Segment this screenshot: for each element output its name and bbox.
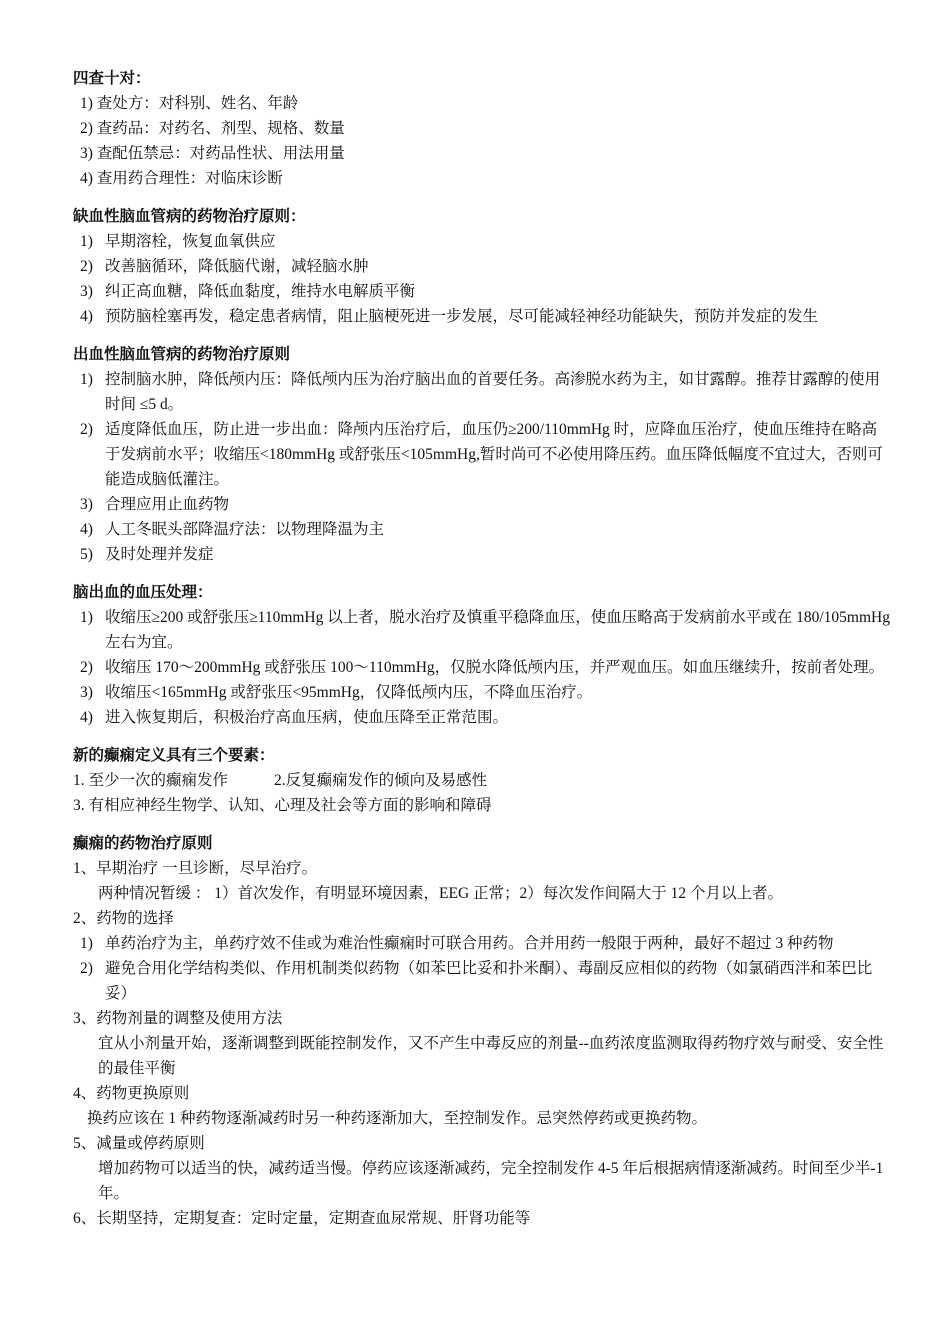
item-number: 2)	[80, 258, 93, 275]
item-number: 2)	[80, 659, 93, 676]
list-item	[73, 956, 890, 1006]
item-number: 3)	[80, 283, 93, 300]
item-number: 5)	[80, 546, 93, 563]
item-number: 3)	[80, 684, 93, 701]
list-item	[73, 517, 890, 542]
section-ischemic-principles	[73, 204, 890, 329]
list-item	[73, 367, 890, 417]
item-number: 1)	[80, 609, 93, 626]
list-item	[73, 655, 890, 680]
item-text: 单药治疗为主，单药疗效不佳或为难治性癫痫时可联合用药。合并用药一般限于两种，最好不超过 3 种药物	[105, 935, 834, 952]
item-number: 1)	[80, 371, 93, 388]
item-text: 适度降低血压，防止进一步出血：降颅内压治疗后，血压仍≥200/110mmHg 时，应降血压治疗，使血压维持在略高于发病前水平；收缩压<180mmHg 或舒张压<105mmHg,暂时尚可不必使用降压药。血压降低幅度不宜过大，否则可能造成脑低灌注。	[105, 421, 883, 488]
principle-1-detail: 两种情况暂缓 ： 1）首次发作，有明显环境因素，EEG 正常；2）每次发作间隔大于 12 个月以上者。	[98, 885, 784, 902]
item-text: 合理应用止血药物	[105, 496, 230, 513]
item-number: 4)	[80, 709, 93, 726]
item-text: 收缩压<165mmHg 或舒张压<95mmHg，仅降低颅内压，不降血压治疗。	[105, 684, 593, 701]
principle-1: 1、早期治疗 一旦诊断，尽早治疗。	[73, 860, 318, 877]
list-item: 4) 查用药合理性：对临床诊断	[80, 170, 283, 187]
list-item	[73, 931, 890, 956]
definition-element-3: 3. 有相应神经生物学、认知、心理及社会等方面的影响和障碍	[73, 797, 492, 814]
principle-5-detail: 增加药物可以适当的快，减药适当慢。停药应该逐渐减药，完全控制发作 4-5 年后根据病情逐渐减药。时间至少半-1 年。	[98, 1160, 884, 1202]
list-item: 3) 查配伍禁忌：对药品性状、用法用量	[80, 145, 345, 162]
section-title: 四查十对：	[73, 70, 151, 87]
principle-3-detail: 宜从小剂量开始，逐渐调整到既能控制发作，又不产生中毒反应的剂量--血药浓度监测取得药物疗效与耐受、安全性的最佳平衡	[98, 1035, 884, 1077]
item-number: 2)	[80, 421, 93, 438]
section-title: 出血性脑血管病的药物治疗原则	[73, 346, 291, 363]
list-item	[73, 417, 890, 492]
item-text: 收缩压≥200 或舒张压≥110mmHg 以上者，脱水治疗及慎重平稳降血压，使血压略高于发病前水平或在 180/105mmHg 左右为宜。	[105, 609, 890, 651]
principle-5: 5、减量或停药原则	[73, 1135, 205, 1152]
list-item	[73, 705, 890, 730]
principle-6: 6、长期坚持，定期复查：定时定量，定期查血尿常规、肝肾功能等	[73, 1210, 531, 1227]
list-item	[73, 229, 890, 254]
item-number: 1)	[80, 935, 93, 952]
list-item	[73, 680, 890, 705]
item-text: 早期溶栓，恢复血氧供应	[105, 233, 276, 250]
principle-3: 3、药物剂量的调整及使用方法	[73, 1010, 283, 1027]
section-epilepsy-definition	[73, 743, 890, 818]
list-item	[73, 304, 890, 329]
section-title: 癫痫的药物治疗原则	[73, 835, 213, 852]
definition-line	[73, 768, 890, 793]
item-text: 纠正高血糖，降低血黏度，维持水电解质平衡	[105, 283, 416, 300]
item-text: 收缩压 170～200mmHg 或舒张压 100～110mmHg，仅脱水降低颅内压，并严观血压。如血压继续升，按前者处理。	[105, 659, 885, 676]
item-number: 1)	[80, 233, 93, 250]
item-text: 预防脑栓塞再发，稳定患者病情，阻止脑梗死进一步发展，尽可能减轻神经功能缺失，预防并发症的发生	[105, 308, 819, 325]
definition-element-1: 1. 至少一次的癫痫发作	[73, 772, 229, 789]
principle-4-detail: 换药应该在 1 种药物逐渐减药时另一种药逐渐加大，至控制发作。忌突然停药或更换药物。	[87, 1110, 708, 1127]
principle-4: 4、药物更换原则	[73, 1085, 190, 1102]
definition-element-2: 2.反复癫痫发作的倾向及易感性	[274, 772, 488, 789]
list-item: 1) 查处方：对科别、姓名、年龄	[80, 95, 299, 112]
item-text: 控制脑水肿，降低颅内压：降低颅内压为治疗脑出血的首要任务。高渗脱水药为主，如甘露醇。推荐甘露醇的使用时间 ≤5 d。	[105, 371, 881, 413]
principle-2: 2、药物的选择	[73, 910, 174, 927]
item-number: 4)	[80, 521, 93, 538]
item-text: 改善脑循环，降低脑代谢，减轻脑水肿	[105, 258, 369, 275]
section-title: 脑出血的血压处理：	[73, 584, 213, 601]
item-text: 进入恢复期后，积极治疗高血压病，使血压降至正常范围。	[105, 709, 509, 726]
item-text: 避免合用化学结构类似、作用机制类似药物（如苯巴比妥和扑米酮）、毒副反应相似的药物（如氯硝西泮和苯巴比妥）	[105, 960, 873, 1002]
item-number: 3)	[80, 496, 93, 513]
item-text: 人工冬眠头部降温疗法：以物理降温为主	[105, 521, 385, 538]
section-title: 新的癫痫定义具有三个要素：	[73, 747, 275, 764]
section-hemorrhagic-principles	[73, 342, 890, 567]
list-item	[73, 542, 890, 567]
list-item	[73, 279, 890, 304]
section-bp-management	[73, 580, 890, 730]
list-item	[73, 492, 890, 517]
section-title: 缺血性脑血管病的药物治疗原则：	[73, 208, 306, 225]
item-number: 4)	[80, 308, 93, 325]
list-item: 2) 查药品：对药名、剂型、规格、数量	[80, 120, 345, 137]
list-item	[73, 605, 890, 655]
list-item	[73, 254, 890, 279]
section-four-checks	[73, 66, 890, 191]
section-epilepsy-treatment	[73, 831, 890, 1231]
item-text: 及时处理并发症	[105, 546, 214, 563]
item-number: 2)	[80, 960, 93, 977]
